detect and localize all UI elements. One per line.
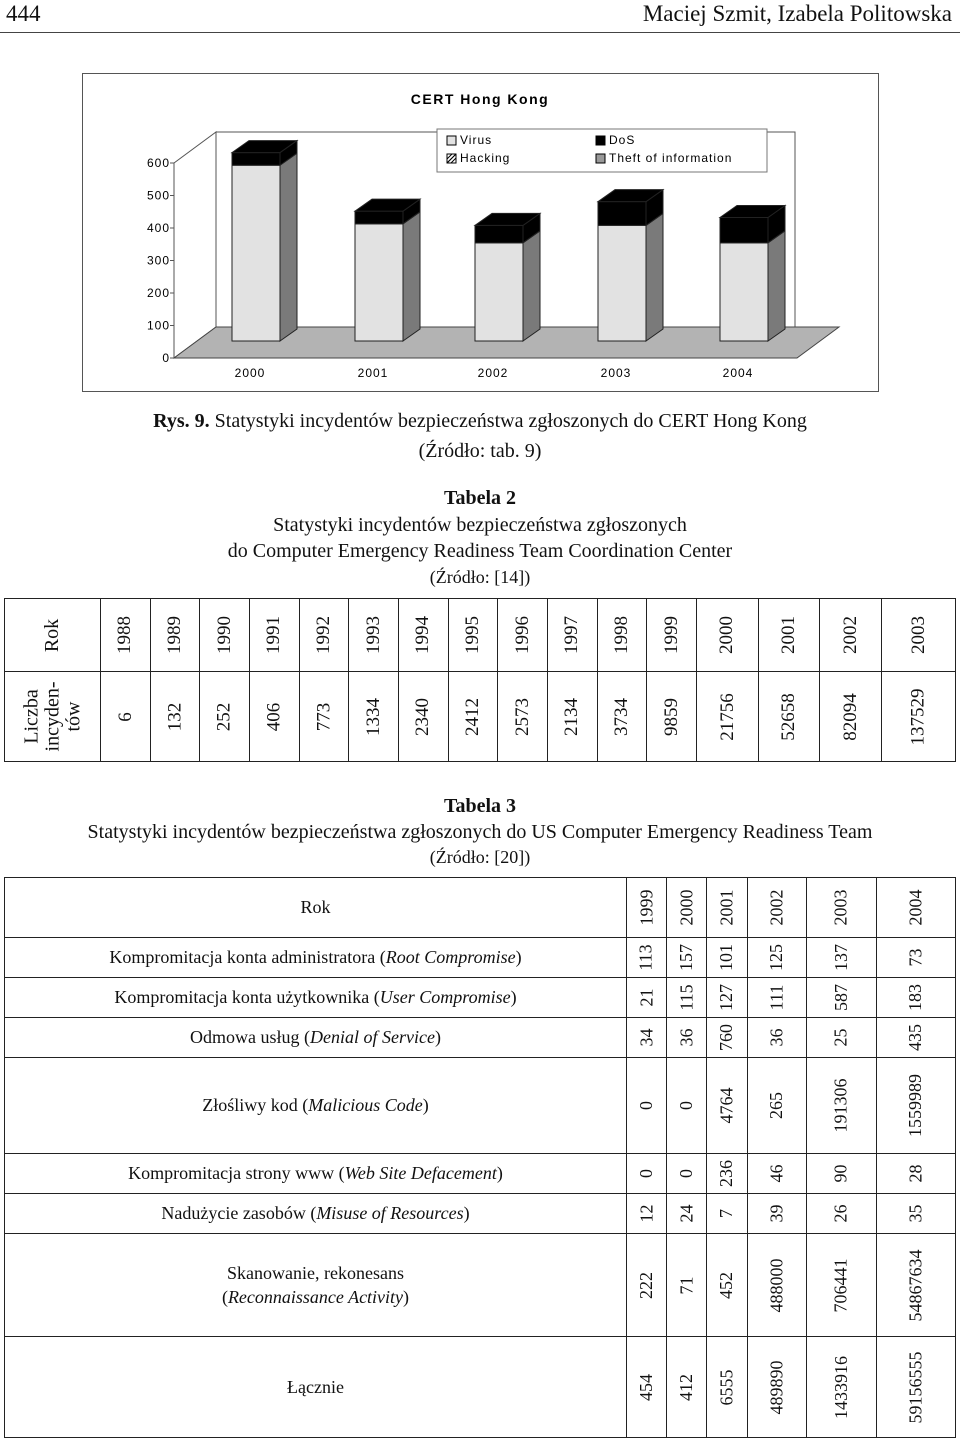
table2-year-cell: 1988 — [101, 599, 151, 672]
table2-year-cell: 1999 — [647, 599, 697, 672]
running-header — [0, 0, 960, 33]
legend-label-dos: DoS — [609, 133, 636, 147]
table2-count-cell: 406 — [249, 672, 299, 762]
table2-year-cell: 2000 — [696, 599, 758, 672]
table3-value-cell: 90 — [807, 1154, 876, 1194]
table3-row-label: Kompromitacja konta administratora (Root Compromise) — [5, 938, 627, 978]
table2-year-cell: 1993 — [349, 599, 399, 672]
table3-value-cell: 24 — [667, 1194, 707, 1234]
table3-value-cell: 59156555 — [876, 1337, 955, 1438]
table3-value-cell: 34 — [627, 1018, 667, 1058]
table3-value-cell: 137 — [807, 938, 876, 978]
table3-header-row — [5, 878, 956, 938]
legend-label-virus: Virus — [460, 133, 493, 147]
table2-year-cell: 1989 — [150, 599, 200, 672]
table2-year-cell: 1998 — [597, 599, 647, 672]
table3-value-cell: 452 — [707, 1234, 747, 1337]
y-tick-label: 500 — [146, 188, 170, 203]
legend-swatch-theft — [596, 154, 605, 163]
table3-value-cell: 265 — [747, 1058, 807, 1154]
table3-source: (Źródło: [20]) — [429, 847, 531, 867]
legend-swatch-dos — [596, 136, 605, 145]
stacked-bar-chart — [83, 74, 878, 391]
table3-value-cell: 435 — [876, 1018, 955, 1058]
table3-value-cell: 12 — [627, 1194, 667, 1234]
table3-value-cell: 454 — [627, 1337, 667, 1438]
table3-row-label: Nadużycie zasobów (Misuse of Resources) — [5, 1194, 627, 1234]
table3-row — [5, 1018, 956, 1058]
legend-label-theft: Theft of information — [609, 151, 733, 165]
bar-side-2000 — [280, 153, 297, 341]
y-tick-label: 300 — [146, 253, 170, 268]
table3-value-cell: 236 — [707, 1154, 747, 1194]
bar-virus-2004 — [720, 243, 768, 341]
legend-label-hacking: Hacking — [460, 151, 511, 165]
table3-value-cell: 0 — [667, 1154, 707, 1194]
table2-header-liczba: Liczba incyden- tów — [5, 672, 101, 762]
table3-value-cell: 412 — [667, 1337, 707, 1438]
table3-value-cell: 46 — [747, 1154, 807, 1194]
table3-value-cell: 1559989 — [876, 1058, 955, 1154]
bar-side-2004 — [768, 231, 785, 341]
table3-value-cell: 125 — [747, 938, 807, 978]
table3-value-cell: 101 — [707, 938, 747, 978]
table3-value-cell: 25 — [807, 1018, 876, 1058]
y-tick-label: 0 — [162, 351, 170, 365]
table2-row-years — [5, 599, 956, 672]
table2-year-cell: 1997 — [547, 599, 597, 672]
table3-year-cell: 2004 — [876, 878, 955, 938]
table3-value-cell: 115 — [667, 978, 707, 1018]
table2-year-cell: 2002 — [820, 599, 882, 672]
x-tick-label: 2001 — [357, 366, 389, 380]
table3-value-cell: 111 — [747, 978, 807, 1018]
table3-value-cell: 113 — [627, 938, 667, 978]
table2-year-cell: 2003 — [882, 599, 956, 672]
table3-value-cell: 26 — [807, 1194, 876, 1234]
table3-value-cell: 7 — [707, 1194, 747, 1234]
table3-value-cell: 21 — [627, 978, 667, 1018]
table2-count-cell: 132 — [150, 672, 200, 762]
table2-count-cell: 2573 — [498, 672, 548, 762]
table3-row-label: Kompromitacja strony www (Web Site Defacement) — [5, 1154, 627, 1194]
table3-row-label: Skanowanie, rekonesans (Reconnaissance Activity) — [5, 1234, 627, 1337]
table2-count-cell: 2134 — [547, 672, 597, 762]
table2-count-cell: 6 — [101, 672, 151, 762]
table3-value-cell: 73 — [876, 938, 955, 978]
x-tick-label: 2002 — [477, 366, 509, 380]
table2-year-cell: 1996 — [498, 599, 548, 672]
table3-value-cell: 587 — [807, 978, 876, 1018]
table3-value-cell: 0 — [627, 1154, 667, 1194]
table3-row — [5, 1337, 956, 1438]
table3-row-label: Odmowa usług (Denial of Service) — [5, 1018, 627, 1058]
table3-row — [5, 978, 956, 1018]
y-tick-label: 600 — [146, 156, 170, 170]
table2-year-cell: 1991 — [249, 599, 299, 672]
table3-row — [5, 938, 956, 978]
table2-title-line1: Statystyki incydentów bezpieczeństwa zgłoszonych — [273, 514, 687, 536]
bar-dos-2001 — [355, 211, 403, 224]
table3-year-cell: 2002 — [747, 878, 807, 938]
table3-row — [5, 1194, 956, 1234]
table2-count-cell: 2340 — [398, 672, 448, 762]
table3-row — [5, 1234, 956, 1337]
figure-label: Rys. 9. — [153, 410, 210, 432]
x-tick-label: 2003 — [600, 366, 632, 380]
table3-value-cell: 222 — [627, 1234, 667, 1337]
table3-value-cell: 4764 — [707, 1058, 747, 1154]
table2-source: (Źródło: [14]) — [429, 567, 531, 587]
table3-value-cell: 54867634 — [876, 1234, 955, 1337]
figure-caption — [0, 410, 960, 433]
table3-row — [5, 1154, 956, 1194]
table2-header-rok: Rok — [5, 599, 101, 672]
table2-count-cell: 3734 — [597, 672, 647, 762]
bar-virus-2001 — [355, 224, 403, 341]
table3-value-cell: 35 — [876, 1194, 955, 1234]
table3-value-cell: 6555 — [707, 1337, 747, 1438]
table2-count-cell: 1334 — [349, 672, 399, 762]
table3-row-label: Kompromitacja konta użytkownika (User Compromise) — [5, 978, 627, 1018]
table2-year-cell: 2001 — [758, 599, 820, 672]
x-tick-label: 2000 — [234, 366, 266, 380]
legend-swatch-virus — [447, 136, 456, 145]
bar-virus-2003 — [598, 225, 646, 341]
table3-value-cell: 28 — [876, 1154, 955, 1194]
table2-count-cell: 9859 — [647, 672, 697, 762]
table3-value-cell: 0 — [667, 1058, 707, 1154]
table3-title: Statystyki incydentów bezpieczeństwa zgłoszonych do US Computer Emergency Readiness Team — [87, 821, 873, 843]
table2-count-cell: 21756 — [696, 672, 758, 762]
table3-value-cell: 39 — [747, 1194, 807, 1234]
table3 — [4, 877, 956, 1438]
bar-virus-2000 — [232, 165, 280, 341]
table2-count-cell: 252 — [200, 672, 250, 762]
table2-count-cell: 52658 — [758, 672, 820, 762]
table2-count-cell: 137529 — [882, 672, 956, 762]
table3-year-cell: 2001 — [707, 878, 747, 938]
page-number: 444 — [6, 1, 41, 26]
table3-value-cell: 191306 — [807, 1058, 876, 1154]
figure-caption-text: Statystyki incydentów bezpieczeństwa zgłoszonych do CERT Hong Kong — [209, 410, 807, 432]
table2-count-cell: 773 — [299, 672, 349, 762]
x-tick-label: 2004 — [722, 366, 754, 380]
y-tick-label: 400 — [146, 221, 170, 235]
table3-value-cell: 36 — [747, 1018, 807, 1058]
table3-row-label: Łącznie — [5, 1337, 627, 1438]
table2-year-cell: 1990 — [200, 599, 250, 672]
table3-row — [5, 1058, 956, 1154]
table3-value-cell: 36 — [667, 1018, 707, 1058]
table2 — [4, 598, 956, 762]
bar-side-2003 — [646, 213, 663, 341]
table3-value-cell: 0 — [627, 1058, 667, 1154]
table3-value-cell: 183 — [876, 978, 955, 1018]
chart-side-wall — [174, 132, 216, 358]
table3-year-cell: 1999 — [627, 878, 667, 938]
bar-side-2002 — [523, 231, 540, 341]
table3-value-cell: 1433916 — [807, 1337, 876, 1438]
table3-row-label: Złośliwy kod (Malicious Code) — [5, 1058, 627, 1154]
figure-source: (Źródło: tab. 9) — [418, 440, 542, 462]
table3-year-cell: 2003 — [807, 878, 876, 938]
bar-dos-2003 — [598, 202, 646, 226]
table2-label: Tabela 2 — [443, 487, 517, 509]
table3-value-cell: 127 — [707, 978, 747, 1018]
table2-year-cell: 1994 — [398, 599, 448, 672]
bar-side-2001 — [403, 212, 420, 341]
table3-value-cell: 71 — [667, 1234, 707, 1337]
table3-label: Tabela 3 — [443, 795, 517, 817]
authors: Maciej Szmit, Izabela Politowska — [642, 1, 952, 26]
table3-value-cell: 760 — [707, 1018, 747, 1058]
table3-value-cell: 488000 — [747, 1234, 807, 1337]
bar-virus-2002 — [475, 243, 523, 341]
table3-header-rok: Rok — [5, 878, 627, 938]
table2-year-cell: 1995 — [448, 599, 498, 672]
bar-dos-2000 — [232, 153, 280, 166]
y-tick-label: 100 — [146, 318, 170, 333]
table2-count-cell: 82094 — [820, 672, 882, 762]
table3-value-cell: 157 — [667, 938, 707, 978]
table2-title-line2: do Computer Emergency Readiness Team Coordination Center — [227, 540, 733, 562]
table2-count-cell: 2412 — [448, 672, 498, 762]
bar-dos-2004 — [720, 218, 768, 243]
table2-year-cell: 1992 — [299, 599, 349, 672]
table3-year-cell: 2000 — [667, 878, 707, 938]
table3-value-cell: 706441 — [807, 1234, 876, 1337]
table3-value-cell: 489890 — [747, 1337, 807, 1438]
chart-legend — [437, 129, 767, 172]
chart-frame — [82, 73, 879, 392]
bar-dos-2002 — [475, 225, 523, 242]
table2-row-counts — [5, 672, 956, 762]
chart-title: CERT Hong Kong — [410, 91, 550, 107]
y-tick-label: 200 — [146, 286, 170, 300]
